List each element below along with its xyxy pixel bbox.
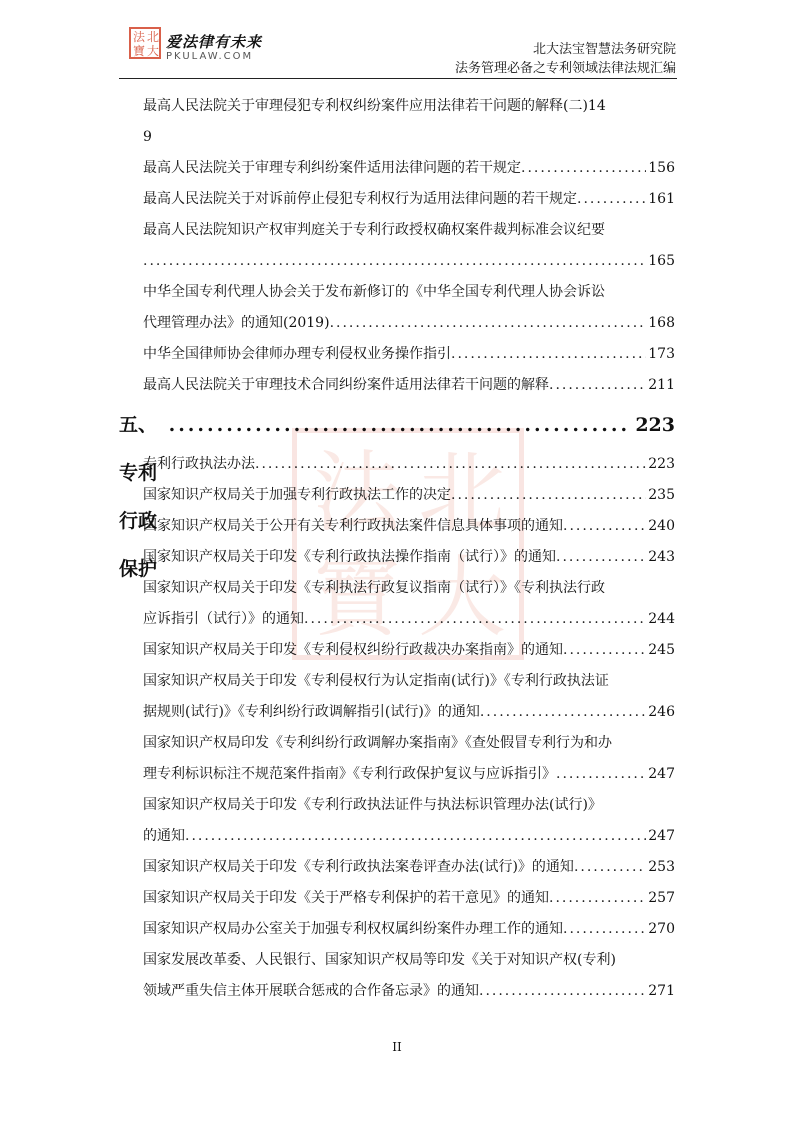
toc-entry-page: 156	[648, 160, 675, 176]
toc-entry-text: 国家知识产权局关于印发《专利行政执法案卷评查办法(试行)》的通知	[143, 859, 574, 875]
toc-entry[interactable]	[143, 945, 675, 976]
toc-entry-page: 246	[648, 704, 675, 720]
logo-slogan: 爱法律有未来	[166, 33, 263, 51]
dot-leader	[563, 635, 646, 666]
logo-char: 北	[146, 30, 159, 44]
dot-leader	[549, 370, 646, 401]
toc-entry[interactable]	[143, 370, 675, 401]
dot-leader	[330, 308, 647, 339]
toc-entry-page: 244	[648, 611, 675, 627]
logo-char: 法	[132, 30, 145, 44]
toc-entry[interactable]	[143, 308, 675, 339]
toc-entry-text: 专利行政执法办法	[143, 456, 255, 472]
dot-leader	[255, 449, 646, 480]
section-title: 五、专利行政保护	[119, 414, 158, 580]
toc-entry-text: 最高人民法院关于审理技术合同纠纷案件适用法律若干问题的解释	[143, 377, 549, 393]
toc-entry-page: 247	[648, 766, 675, 782]
toc-entry[interactable]	[143, 122, 675, 153]
toc-entry-page: 253	[648, 859, 675, 875]
toc-entry[interactable]	[143, 883, 675, 914]
dot-leader	[479, 976, 646, 1007]
toc-entry-text: 国家知识产权局关于印发《专利行政执法证件与执法标识管理办法(试行)》	[143, 797, 602, 813]
toc-entry-page: 271	[648, 983, 675, 999]
watermark-char: 法	[312, 441, 401, 544]
toc-entry-text: 国家知识产权局印发《专利纠纷行政调解办案指南》《查处假冒专利行为和办	[143, 735, 612, 751]
dot-leader	[577, 184, 646, 215]
toc-entry-page: 240	[648, 518, 675, 534]
toc-entry[interactable]	[143, 246, 675, 277]
page-number: II	[392, 1040, 402, 1054]
toc-entry-page: 243	[648, 549, 675, 565]
toc-entry[interactable]	[143, 821, 675, 852]
toc-entry-page: 245	[648, 642, 675, 658]
dot-leader	[185, 821, 646, 852]
pkulaw-logo	[129, 27, 161, 59]
institute-name: 北大法宝智慧法务研究院	[532, 42, 676, 57]
toc-entry-page: 173	[648, 346, 675, 362]
table-of-contents	[119, 91, 675, 1007]
toc-entry[interactable]	[143, 277, 675, 308]
toc-entry-text: 理专利标识标注不规范案件指南》《专利行政保护复议与应诉指引》	[143, 766, 556, 782]
watermark-char: 寶	[312, 546, 401, 649]
toc-entry-text: 最高人民法院关于审理专利纠纷案件适用法律问题的若干规定	[143, 160, 521, 176]
toc-entry-text: 应诉指引（试行）》的通知	[143, 611, 304, 627]
header-rule	[119, 78, 677, 79]
compilation-title: 法务管理必备之专利领域法律法规汇编	[454, 61, 676, 76]
toc-entry-text: 国家知识产权局关于公开有关专利行政执法案件信息具体事项的通知	[143, 518, 563, 534]
toc-entry-page: 161	[648, 191, 675, 207]
toc-entry[interactable]	[143, 697, 675, 728]
dot-leader	[549, 883, 646, 914]
toc-entry[interactable]	[143, 604, 675, 635]
dot-leader	[574, 852, 646, 883]
toc-entry[interactable]	[143, 91, 675, 122]
dot-leader	[480, 697, 646, 728]
toc-entry[interactable]	[143, 184, 675, 215]
logo-char: 寶	[132, 44, 145, 58]
toc-entry-text: 中华全国律师协会律师办理专利侵权业务操作指引	[143, 346, 451, 362]
toc-entry-text: 国家知识产权局办公室关于加强专利权权属纠纷案件办理工作的通知	[143, 921, 563, 937]
toc-entry[interactable]	[143, 153, 675, 184]
toc-entry-text: 国家知识产权局关于加强专利行政执法工作的决定	[143, 487, 451, 503]
page-header	[0, 0, 794, 82]
toc-entry-text: 国家知识产权局关于印发《专利执法行政复议指南（试行）》《专利执法行政	[143, 580, 605, 596]
toc-entry[interactable]	[143, 339, 675, 370]
dot-leader	[556, 759, 646, 790]
toc-entry[interactable]	[143, 449, 675, 480]
toc-entry-text: 9	[143, 129, 152, 145]
toc-entry[interactable]	[143, 573, 675, 604]
toc-entry-page: 211	[648, 377, 675, 393]
watermark-char: 大	[417, 546, 506, 649]
toc-entry[interactable]	[143, 511, 675, 542]
toc-entry[interactable]	[143, 914, 675, 945]
dot-leader	[521, 153, 646, 184]
dot-leader	[563, 511, 646, 542]
toc-entry-text: 代理管理办法》的通知(2019)	[143, 315, 330, 331]
toc-entry[interactable]	[143, 215, 675, 246]
toc-entry-text: 国家知识产权局关于印发《专利侵权行为认定指南(试行)》《专利行政执法证	[143, 673, 609, 689]
logo-char: 大	[146, 44, 159, 58]
toc-entry-page: 168	[648, 315, 675, 331]
toc-entry-text: 最高人民法院关于对诉前停止侵犯专利权行为适用法律问题的若干规定	[143, 191, 577, 207]
dot-leader	[451, 339, 646, 370]
dot-leader	[304, 604, 646, 635]
watermark-char: 北	[417, 441, 506, 544]
toc-entry[interactable]	[143, 759, 675, 790]
toc-entry[interactable]	[143, 666, 675, 697]
toc-entry[interactable]	[143, 635, 675, 666]
toc-entry[interactable]	[143, 852, 675, 883]
toc-entry[interactable]	[143, 480, 675, 511]
section-page: 223	[635, 414, 675, 436]
logo-domain: PKULAW.COM	[166, 51, 254, 62]
toc-entry-page: 165	[648, 253, 675, 269]
toc-entry-page: 235	[648, 487, 675, 503]
toc-entry-text: 的通知	[143, 828, 185, 844]
dot-leader	[556, 542, 646, 573]
dot-leader	[143, 246, 646, 277]
toc-entry-text: 国家知识产权局关于印发《专利行政执法操作指南（试行）》的通知	[143, 549, 556, 565]
toc-entry[interactable]	[143, 790, 675, 821]
toc-entry[interactable]	[143, 728, 675, 759]
toc-entry-text: 国家知识产权局关于印发《专利侵权纠纷行政裁决办案指南》的通知	[143, 642, 563, 658]
toc-entry-text: 国家发展改革委、人民银行、国家知识产权局等印发《关于对知识产权(专利)	[143, 952, 616, 968]
toc-entry[interactable]	[143, 542, 675, 573]
toc-entry-text: 最高人民法院知识产权审判庭关于专利行政授权确权案件裁判标准会议纪要	[143, 222, 605, 238]
toc-entry-text: 国家知识产权局关于印发《关于严格专利保护的若干意见》的通知	[143, 890, 549, 906]
toc-entry-text: 中华全国专利代理人协会关于发布新修订的《中华全国专利代理人协会诉讼	[143, 284, 605, 300]
toc-entry-page: 270	[648, 921, 675, 937]
toc-entry[interactable]	[143, 976, 675, 1007]
dot-leader	[563, 914, 646, 945]
toc-entry-page: 223	[648, 456, 675, 472]
dot-leader	[451, 480, 646, 511]
toc-entry-page: 247	[648, 828, 675, 844]
toc-entry-text: 领域严重失信主体开展联合惩戒的合作备忘录》的通知	[143, 983, 479, 999]
toc-entry-text: 最高人民法院关于审理侵犯专利权纠纷案件应用法律若干问题的解释(二)14	[143, 98, 606, 114]
toc-entry-text: 据规则(试行)》《专利纠纷行政调解指引(试行)》的通知	[143, 704, 480, 720]
dot-leader	[161, 401, 632, 449]
toc-entry-page: 257	[648, 890, 675, 906]
